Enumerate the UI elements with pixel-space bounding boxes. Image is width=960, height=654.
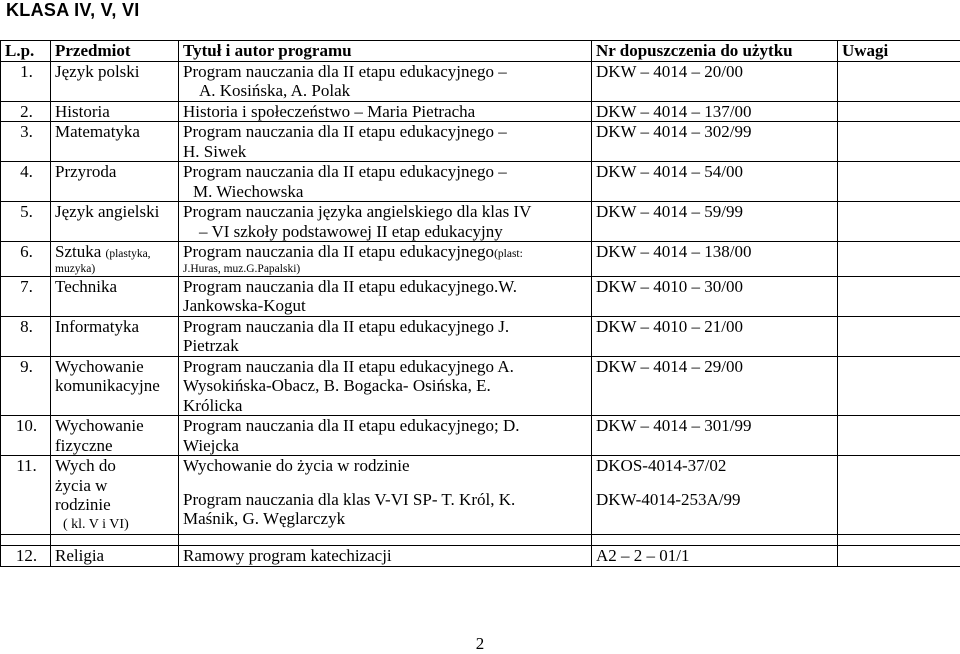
program-note: J.Huras, muz.G.Papalski) xyxy=(183,262,589,276)
table-row xyxy=(1,242,960,277)
subject-line: życia w xyxy=(55,476,176,496)
table-row xyxy=(1,546,960,567)
row-notes xyxy=(838,276,960,316)
row-program xyxy=(179,122,592,162)
subject-label: Sztuka xyxy=(55,242,101,261)
row-lp: 3. xyxy=(1,122,51,162)
row-number: DKW – 4010 – 21/00 xyxy=(592,316,838,356)
row-program: Ramowy program katechizacji xyxy=(179,546,592,567)
row-notes xyxy=(838,101,960,122)
row-subject: Religia xyxy=(51,546,179,567)
program-line: Program nauczania dla II etapu edukacyjnego A. xyxy=(183,357,589,377)
program-line: Program nauczania dla II etapu edukacyjnego – xyxy=(183,122,589,142)
program-line: Wysokińska-Obacz, B. Bogacka- Osińska, E. xyxy=(183,376,589,396)
program-line: Program nauczania dla II etapu edukacyjnego – xyxy=(183,162,589,182)
row-subject: Język polski xyxy=(51,61,179,101)
program-line: Historia i społeczeństwo – Maria Pietracha xyxy=(183,102,589,122)
table-row xyxy=(1,202,960,242)
row-number: DKW – 4014 – 301/99 xyxy=(592,416,838,456)
row-subject: Matematyka xyxy=(51,122,179,162)
page-title: KLASA IV, V, VI xyxy=(6,0,140,21)
row-subject: Przyroda xyxy=(51,162,179,202)
program-line: Jankowska-Kogut xyxy=(183,296,589,316)
row-number xyxy=(592,456,838,535)
row-program xyxy=(179,316,592,356)
subject-note: muzyka) xyxy=(55,262,176,276)
row-notes xyxy=(838,202,960,242)
subject-line: Wych do xyxy=(55,456,176,476)
header-notes: Uwagi xyxy=(838,41,960,62)
program-line: Wiejcka xyxy=(183,436,589,456)
subject-line: Wychowanie xyxy=(55,416,176,436)
spacer xyxy=(183,476,589,490)
row-subject: Język angielski xyxy=(51,202,179,242)
row-number: DKW – 4014 – 138/00 xyxy=(592,242,838,277)
program-note: (plast: xyxy=(494,248,523,260)
row-number: DKW – 4014 – 137/00 xyxy=(592,101,838,122)
row-lp: 9. xyxy=(1,356,51,416)
row-lp: 7. xyxy=(1,276,51,316)
row-program xyxy=(179,242,592,277)
row-number: DKW – 4014 – 59/99 xyxy=(592,202,838,242)
program-line: Program nauczania języka angielskiego dla klas IV xyxy=(183,202,589,222)
number-line: DKOS-4014-37/02 xyxy=(596,456,835,476)
row-lp: 8. xyxy=(1,316,51,356)
program-line: Pietrzak xyxy=(183,336,589,356)
table-header-row xyxy=(1,41,960,62)
row-notes xyxy=(838,316,960,356)
row-notes xyxy=(838,61,960,101)
table-row xyxy=(1,416,960,456)
subject-line: Wychowanie xyxy=(55,357,176,377)
program-line: Królicka xyxy=(183,396,589,416)
row-subject xyxy=(51,456,179,535)
program-line: Program nauczania dla II etapu edukacyjnego.W. xyxy=(183,277,589,297)
subject-line: komunikacyjne xyxy=(55,376,176,396)
spacer-row xyxy=(1,535,960,546)
header-program: Tytuł i autor programu xyxy=(179,41,592,62)
row-subject xyxy=(51,242,179,277)
table-row xyxy=(1,122,960,162)
table-row xyxy=(1,101,960,122)
row-number: DKW – 4014 – 20/00 xyxy=(592,61,838,101)
table-row xyxy=(1,162,960,202)
row-subject: Technika xyxy=(51,276,179,316)
row-subject: Informatyka xyxy=(51,316,179,356)
program-line: Wychowanie do życia w rodzinie xyxy=(183,456,589,476)
table-row xyxy=(1,276,960,316)
row-notes xyxy=(838,242,960,277)
row-lp: 1. xyxy=(1,61,51,101)
row-number: DKW – 4010 – 30/00 xyxy=(592,276,838,316)
row-program xyxy=(179,61,592,101)
table-row xyxy=(1,316,960,356)
row-notes xyxy=(838,456,960,535)
subject-line: rodzinie xyxy=(55,495,176,515)
program-line: Maśnik, G. Węglarczyk xyxy=(183,509,589,529)
row-notes xyxy=(838,546,960,567)
row-notes xyxy=(838,416,960,456)
page-number: 2 xyxy=(0,634,960,654)
subject-line: ( kl. V i VI) xyxy=(55,515,176,535)
row-lp: 11. xyxy=(1,456,51,535)
program-line: A. Kosińska, A. Polak xyxy=(183,81,589,101)
row-program xyxy=(179,456,592,535)
spacer xyxy=(596,476,835,490)
program-line: H. Siwek xyxy=(183,142,589,162)
row-lp: 6. xyxy=(1,242,51,277)
row-subject xyxy=(51,356,179,416)
row-lp: 2. xyxy=(1,101,51,122)
program-line: Program nauczania dla II etapu edukacyjnego xyxy=(183,242,494,261)
row-program xyxy=(179,202,592,242)
row-number: DKW – 4014 – 54/00 xyxy=(592,162,838,202)
program-line: Program nauczania dla II etapu edukacyjnego – xyxy=(183,62,589,82)
table-row xyxy=(1,456,960,535)
row-notes xyxy=(838,162,960,202)
row-program xyxy=(179,276,592,316)
program-line: Program nauczania dla klas V-VI SP- T. Król, K. xyxy=(183,490,589,510)
row-number: DKW – 4014 – 302/99 xyxy=(592,122,838,162)
row-program xyxy=(179,101,592,122)
row-notes xyxy=(838,122,960,162)
row-lp: 12. xyxy=(1,546,51,567)
row-lp: 4. xyxy=(1,162,51,202)
table-row xyxy=(1,61,960,101)
row-subject: Historia xyxy=(51,101,179,122)
program-line: Program nauczania dla II etapu edukacyjnego J. xyxy=(183,317,589,337)
row-notes xyxy=(838,356,960,416)
number-line: DKW-4014-253A/99 xyxy=(596,490,835,510)
header-lp: L.p. xyxy=(1,41,51,62)
row-program xyxy=(179,162,592,202)
row-lp: 5. xyxy=(1,202,51,242)
row-program xyxy=(179,356,592,416)
row-subject xyxy=(51,416,179,456)
row-lp: 10. xyxy=(1,416,51,456)
program-line: – VI szkoły podstawowej II etap edukacyjny xyxy=(183,222,589,242)
program-line: M. Wiechowska xyxy=(183,182,589,202)
row-number: A2 – 2 – 01/1 xyxy=(592,546,838,567)
header-number: Nr dopuszczenia do użytku xyxy=(592,41,838,62)
row-number: DKW – 4014 – 29/00 xyxy=(592,356,838,416)
row-program xyxy=(179,416,592,456)
subject-note: (plastyka, xyxy=(106,248,151,260)
curriculum-table xyxy=(0,40,960,567)
table-row xyxy=(1,356,960,416)
subject-line: fizyczne xyxy=(55,436,176,456)
header-subject: Przedmiot xyxy=(51,41,179,62)
program-line: Program nauczania dla II etapu edukacyjnego; D. xyxy=(183,416,589,436)
